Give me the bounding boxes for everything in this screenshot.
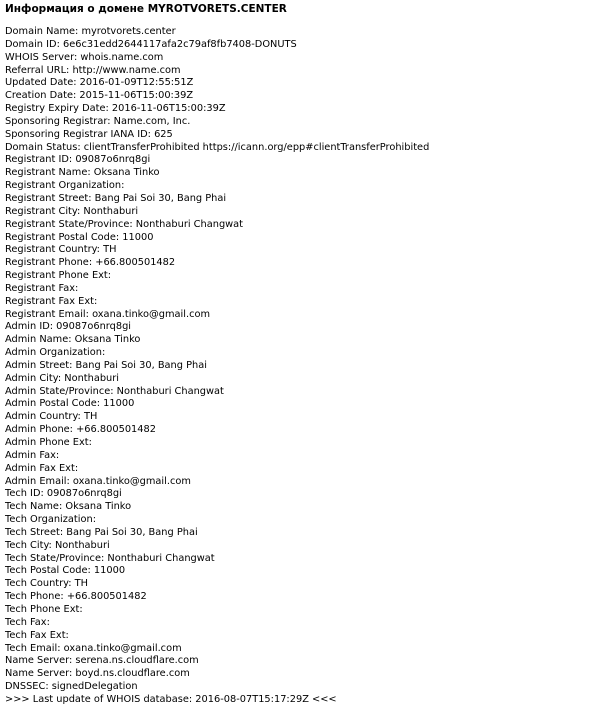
whois-line: Registrant Phone: +66.800501482 <box>5 257 176 269</box>
whois-line: Admin Postal Code: 11000 <box>5 398 135 410</box>
page-title: Информация о домене MYROTVORETS.CENTER <box>5 3 287 15</box>
whois-line: Tech Email: oxana.tinko@gmail.com <box>5 642 182 654</box>
whois-line: Registrant Country: TH <box>5 244 117 256</box>
whois-line: Tech Name: Oksana Tinko <box>5 501 132 513</box>
whois-line: Registrant Organization: <box>5 180 125 192</box>
whois-line: Tech State/Province: Nonthaburi Changwat <box>5 552 215 564</box>
whois-line: Tech Phone Ext: <box>5 603 83 615</box>
whois-line: Tech Country: TH <box>5 578 89 590</box>
whois-line: Admin ID: 09087o6nrq8gi <box>5 321 132 333</box>
whois-line: >>> Last update of WHOIS database: 2016-08-07T15:17:29Z <<< <box>5 693 337 705</box>
whois-line: Tech Fax Ext: <box>5 629 69 641</box>
whois-line: Name Server: serena.ns.cloudflare.com <box>5 655 199 667</box>
whois-line: Sponsoring Registrar IANA ID: 625 <box>5 128 173 140</box>
whois-line: Admin Phone: +66.800501482 <box>5 424 156 436</box>
whois-line: Domain ID: 6e6c31edd2644117afa2c79af8fb7408-DONUTS <box>5 38 297 50</box>
whois-line: Tech Postal Code: 11000 <box>5 565 126 577</box>
whois-line: Tech Organization: <box>5 514 96 526</box>
whois-line: Registrant City: Nonthaburi <box>5 205 139 217</box>
whois-line: Registrant Name: Oksana Tinko <box>5 167 160 179</box>
whois-line: Tech Street: Bang Pai Soi 30, Bang Phai <box>5 526 198 538</box>
whois-line: Referral URL: http://www.name.com <box>5 64 181 76</box>
whois-line: Admin Fax Ext: <box>5 462 79 474</box>
whois-line: Registrant Fax Ext: <box>5 295 98 307</box>
whois-line: Tech ID: 09087o6nrq8gi <box>5 488 122 500</box>
whois-line: Admin Street: Bang Pai Soi 30, Bang Phai <box>5 359 207 371</box>
whois-line: Admin City: Nonthaburi <box>5 372 120 384</box>
whois-line: Name Server: boyd.ns.cloudflare.com <box>5 668 190 680</box>
whois-record-list <box>5 26 603 707</box>
whois-line: Registrant State/Province: Nonthaburi Changwat <box>5 218 244 230</box>
whois-line: Creation Date: 2015-11-06T15:00:39Z <box>5 90 194 102</box>
whois-line: Admin Email: oxana.tinko@gmail.com <box>5 475 191 487</box>
whois-line: Sponsoring Registrar: Name.com, Inc. <box>5 115 191 127</box>
whois-line: Registrant Postal Code: 11000 <box>5 231 154 243</box>
whois-line: Admin Name: Oksana Tinko <box>5 334 141 346</box>
whois-line: Registrant ID: 09087o6nrq8gi <box>5 154 151 166</box>
whois-line: Admin State/Province: Nonthaburi Changwat <box>5 385 224 397</box>
whois-line: WHOIS Server: whois.name.com <box>5 51 164 63</box>
whois-line: Registry Expiry Date: 2016-11-06T15:00:39Z <box>5 103 226 115</box>
whois-line: Admin Country: TH <box>5 411 98 423</box>
whois-line: Registrant Email: oxana.tinko@gmail.com <box>5 308 211 320</box>
whois-line: Registrant Fax: <box>5 282 79 294</box>
whois-line: Admin Phone Ext: <box>5 437 92 448</box>
whois-line: Tech Phone: +66.800501482 <box>5 591 147 603</box>
whois-line: Admin Fax: <box>5 449 60 461</box>
whois-line: Updated Date: 2016-01-09T12:55:51Z <box>5 77 194 89</box>
whois-line: Admin Organization: <box>5 347 106 359</box>
whois-line: DNSSEC: signedDelegation <box>5 681 138 693</box>
whois-line: Domain Name: myrotvorets.center <box>5 26 176 37</box>
whois-line: Registrant Phone Ext: <box>5 270 112 282</box>
whois-line: Domain Status: clientTransferProhibited https://icann.org/epp#clientTransferProhibited <box>5 141 430 153</box>
whois-line: Tech Fax: <box>5 616 50 628</box>
whois-line: Tech City: Nonthaburi <box>5 539 110 551</box>
whois-line: Registrant Street: Bang Pai Soi 30, Bang Phai <box>5 192 227 204</box>
